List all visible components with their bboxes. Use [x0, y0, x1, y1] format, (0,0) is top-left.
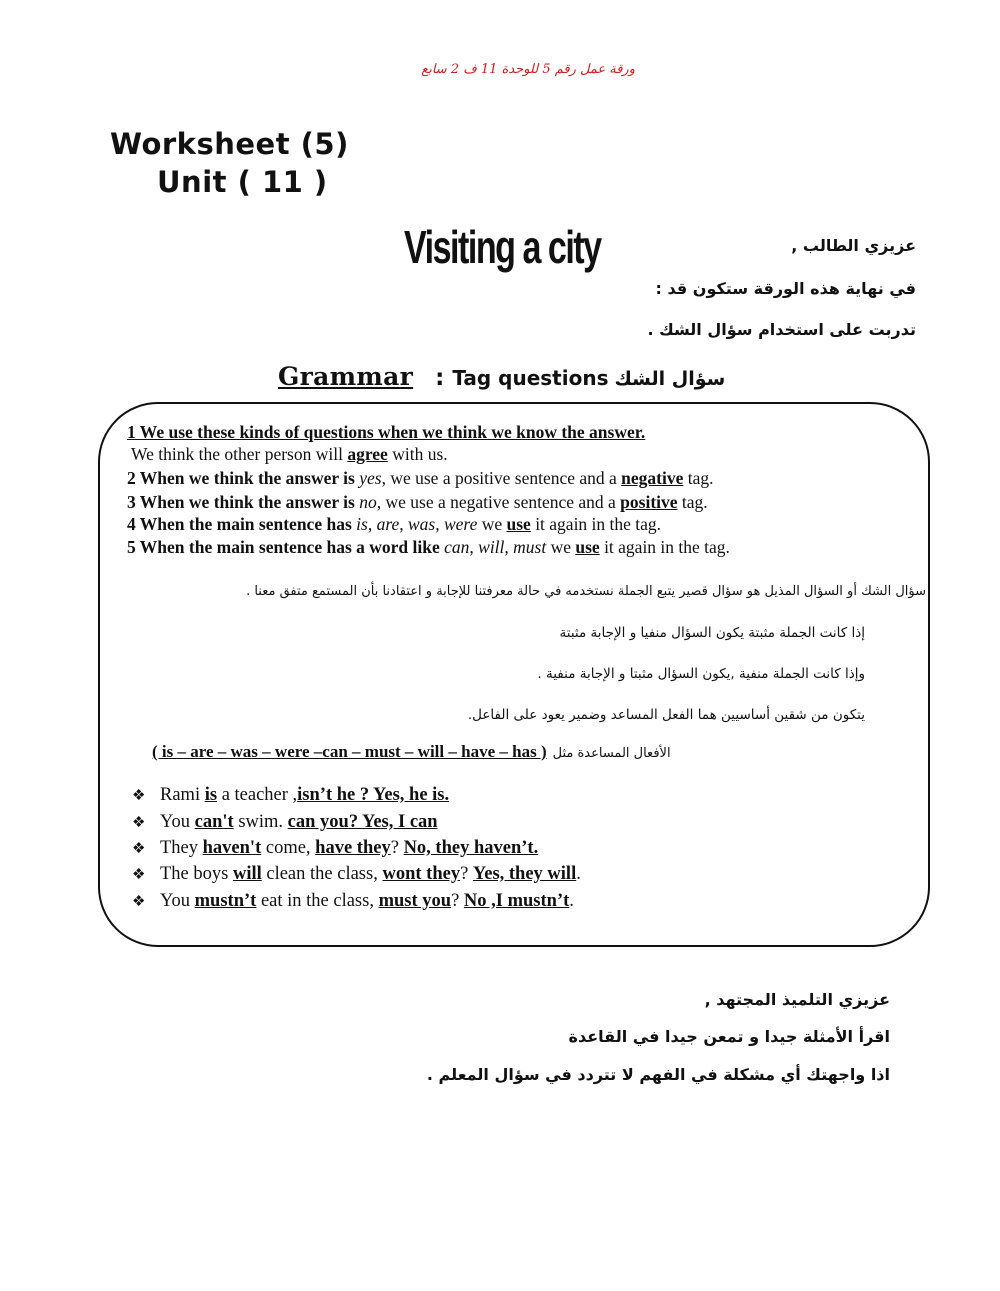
- example-text: The boys: [160, 864, 233, 884]
- rule-text: it again in the tag.: [599, 537, 730, 557]
- arabic-rule-negative: وإذا كانت الجملة منفية ,يكون السؤال مثبتا و الإجابة منفية .: [537, 666, 865, 682]
- intro-greeting: عزيزي الطالب ,: [791, 236, 916, 255]
- bullet-icon: ❖: [132, 815, 146, 831]
- example-tag: wont they: [382, 864, 461, 884]
- grammar-colon: :: [435, 365, 445, 391]
- rule-keyword: use: [506, 514, 531, 534]
- bullet-icon: ❖: [132, 788, 146, 804]
- rule-5: [127, 537, 730, 558]
- example-tag: can you? Yes, I can: [287, 812, 438, 832]
- example-answer: No, they haven’t.: [403, 838, 539, 858]
- example-text: Rami: [160, 785, 205, 805]
- rule-keyword: agree: [347, 444, 388, 464]
- intro-objective: تدربت على استخدام سؤال الشك .: [647, 320, 916, 339]
- example-5: [132, 891, 574, 912]
- closing-greeting: عزيزي التلميذ المجتهد ,: [704, 990, 890, 1009]
- rule-text: it again in the tag.: [530, 514, 662, 534]
- rule-text: 5 When the main sentence has a word like: [127, 537, 445, 557]
- example-tag: must you: [378, 891, 452, 911]
- bullet-icon: ❖: [132, 867, 146, 883]
- example-3: [132, 838, 538, 859]
- example-text: eat in the class,: [256, 891, 379, 911]
- example-tag: have they: [315, 838, 391, 858]
- example-keyword: haven't: [202, 838, 262, 858]
- rule-text: we: [477, 514, 507, 534]
- rule-text: we: [546, 537, 576, 557]
- example-text: come,: [261, 838, 316, 858]
- example-tag: isn’t he ? Yes, he is.: [297, 785, 450, 805]
- rule-text: tag.: [683, 468, 714, 488]
- example-text: a teacher ,: [217, 785, 298, 805]
- rule-1-detail: [131, 444, 448, 465]
- example-text: .: [576, 864, 581, 884]
- intro-objective-lead: في نهاية هذه الورقة ستكون قد :: [655, 279, 916, 298]
- bullet-icon: ❖: [132, 841, 146, 857]
- rule-text: 4 When the main sentence has: [127, 514, 357, 534]
- rule-text: , we use a positive sentence and a: [381, 468, 622, 488]
- rule-text: tag.: [677, 492, 708, 512]
- arabic-rule-definition: سؤال الشك أو السؤال المذيل هو سؤال قصير يتبع الجملة نستخدمه في حالة معرفتنا للإجابة و اعتقادنا بأن المستمع متفق معنا .: [246, 584, 926, 599]
- example-keyword: is: [204, 785, 218, 805]
- arabic-rule-structure: يتكون من شقين أساسيين هما الفعل المساعد وضمير يعود على الفاعل.: [467, 707, 865, 723]
- bullet-icon: ❖: [132, 894, 146, 910]
- example-text: ?: [451, 891, 464, 911]
- rule-2: [127, 468, 714, 489]
- example-2: [132, 812, 438, 833]
- rule-text: with us.: [387, 444, 448, 464]
- unit-title: Unit ( 11 ): [157, 165, 328, 199]
- rule-italic: is, are, was, were: [356, 514, 478, 534]
- example-text: ?: [390, 838, 404, 858]
- example-answer: No ,I mustn’t: [463, 891, 570, 911]
- closing-instruction: اقرأ الأمثلة جيدا و تمعن جيدا في القاعدة: [568, 1027, 890, 1046]
- rule-4: [127, 514, 661, 535]
- rule-italic: can, will, must: [444, 537, 547, 557]
- example-keyword: mustn’t: [194, 891, 257, 911]
- example-text: .: [569, 891, 574, 911]
- rule-1: [127, 422, 645, 443]
- arabic-rule-positive: إذا كانت الجملة مثبتة يكون السؤال منفيا و الإجابة مثبتة: [559, 625, 865, 641]
- example-keyword: will: [232, 864, 262, 884]
- auxiliary-verbs-list: ( is – are – was – were –can – must – will – have – has ): [152, 742, 547, 761]
- example-text: ?: [460, 864, 473, 884]
- rule-text: , we use a negative sentence and a: [376, 492, 621, 512]
- rule-3: [127, 492, 708, 513]
- grammar-heading: [278, 362, 725, 391]
- rule-italic: yes: [359, 468, 382, 488]
- rule-text: 2 When we think the answer is: [127, 468, 360, 488]
- rule-keyword: positive: [620, 492, 678, 512]
- example-text: swim.: [233, 812, 288, 832]
- closing-advice: اذا واجهتك أي مشكلة في الفهم لا تتردد في سؤال المعلم .: [426, 1065, 890, 1084]
- example-text: You: [160, 891, 195, 911]
- auxiliary-verbs-label: الأفعال المساعدة مثل: [552, 746, 671, 761]
- rule-text: We think the other person will: [131, 444, 348, 464]
- example-text: They: [160, 838, 203, 858]
- header-note: ورقة عمل رقم 5 للوحدة 11 ف 2 سابع: [421, 62, 635, 77]
- rule-keyword: negative: [621, 468, 684, 488]
- grammar-label: Grammar: [278, 362, 414, 391]
- example-answer: Yes, they will: [472, 864, 577, 884]
- lesson-title: Visiting a city: [404, 221, 601, 273]
- example-text: clean the class,: [261, 864, 383, 884]
- example-keyword: can't: [194, 812, 234, 832]
- rule-italic: no: [359, 492, 377, 512]
- auxiliary-verbs-line: [152, 742, 671, 762]
- grammar-topic: Tag questions: [452, 366, 609, 390]
- rule-1-text: 1 We use these kinds of questions when we think we know the answer.: [127, 422, 646, 442]
- rule-keyword: use: [575, 537, 600, 557]
- rule-text: 3 When we think the answer is: [127, 492, 360, 512]
- example-text: You: [160, 812, 195, 832]
- example-4: [132, 864, 581, 885]
- worksheet-title: Worksheet (5): [110, 127, 349, 161]
- grammar-topic-arabic: سؤال الشك: [614, 368, 726, 390]
- example-1: [132, 785, 449, 806]
